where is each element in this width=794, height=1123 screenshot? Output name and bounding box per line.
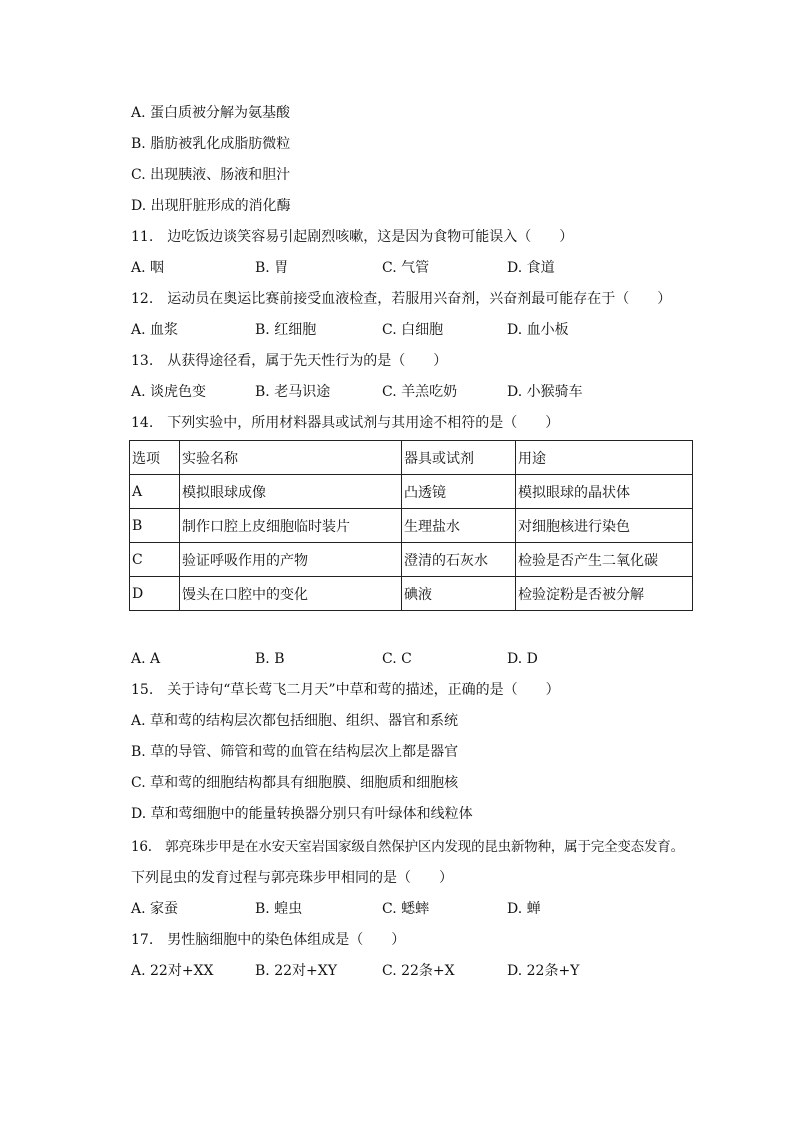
q11-option-d: D. 食道 <box>507 260 555 276</box>
q16-stem-line2: 下列昆虫的发育过程与郭亮珠步甲相同的是（ ） <box>131 870 453 886</box>
q12-stem: 12. 运动员在奥运比赛前接受血液检查，若服用兴奋剂，兴奋剂最可能存在于（ ） <box>131 291 672 307</box>
header-option: 选项 <box>130 441 180 475</box>
table-cell: 制作口腔上皮细胞临时装片 <box>180 509 402 543</box>
q14-table <box>129 440 693 611</box>
q13-option-a: A. 谈虎色变 <box>131 384 207 400</box>
q10-option-a: A. 蛋白质被分解为氨基酸 <box>131 105 291 121</box>
table-cell: 馒头在口腔中的变化 <box>180 577 402 611</box>
table-cell: 凸透镜 <box>402 475 516 509</box>
q15-option-d: D. 草和莺细胞中的能量转换器分别只有叶绿体和线粒体 <box>131 806 473 822</box>
table-cell: D <box>130 577 180 611</box>
q17-option-a: A. 22对+XX <box>131 963 214 979</box>
table-cell: 澄清的石灰水 <box>402 543 516 577</box>
q14-option-c: C. C <box>382 651 412 667</box>
q12-option-d: D. 血小板 <box>507 322 569 338</box>
table-cell: 碘液 <box>402 577 516 611</box>
q14-stem: 14. 下列实验中，所用材料器具或试剂与其用途不相符的是（ ） <box>131 415 560 431</box>
q12-option-b: B. 红细胞 <box>255 322 317 338</box>
q16-option-a: A. 家蚕 <box>131 901 179 917</box>
table-cell: 模拟眼球的晶状体 <box>516 475 693 509</box>
q10-option-b: B. 脂肪被乳化成脂肪微粒 <box>131 136 291 152</box>
table-cell: 生理盐水 <box>402 509 516 543</box>
table-cell: 检验是否产生二氧化碳 <box>516 543 693 577</box>
q15-option-a: A. 草和莺的结构层次都包括细胞、组织、器官和系统 <box>131 713 459 729</box>
q14-option-d: D. D <box>507 651 538 667</box>
table-cell: C <box>130 543 180 577</box>
q12-option-a: A. 血浆 <box>131 322 179 338</box>
table-cell: B <box>130 509 180 543</box>
table-row <box>130 577 693 611</box>
q13-stem: 13. 从获得途径看，属于先天性行为的是（ ） <box>131 353 448 369</box>
q17-option-b: B. 22对+XY <box>255 963 337 979</box>
q16-option-b: B. 蝗虫 <box>255 901 303 917</box>
q14-option-a: A. A <box>131 651 161 667</box>
q11-stem: 11. 边吃饭边谈笑容易引起剧烈咳嗽，这是因为食物可能误入（ ） <box>131 229 574 245</box>
q10-option-c: C. 出现胰液、肠液和胆汁 <box>131 167 291 183</box>
table-cell: 验证呼吸作用的产物 <box>180 543 402 577</box>
q15-option-c: C. 草和莺的细胞结构都具有细胞膜、细胞质和细胞核 <box>131 775 459 791</box>
q16-option-c: C. 蟋蟀 <box>382 901 430 917</box>
table-cell: 检验淀粉是否被分解 <box>516 577 693 611</box>
table-header-row <box>130 441 693 475</box>
q10-option-d: D. 出现肝脏形成的消化酶 <box>131 198 291 214</box>
table-row <box>130 475 693 509</box>
q12-option-c: C. 白细胞 <box>382 322 444 338</box>
q11-option-b: B. 胃 <box>255 260 289 276</box>
q13-option-d: D. 小猴骑车 <box>507 384 583 400</box>
table-row <box>130 509 693 543</box>
q13-option-b: B. 老马识途 <box>255 384 331 400</box>
q11-option-a: A. 咽 <box>131 260 165 276</box>
header-purpose: 用途 <box>516 441 693 475</box>
q16-option-d: D. 蝉 <box>507 901 541 917</box>
table-cell: 对细胞核进行染色 <box>516 509 693 543</box>
q17-stem: 17. 男性脑细胞中的染色体组成是（ ） <box>131 932 406 948</box>
header-tool: 器具或试剂 <box>402 441 516 475</box>
q17-option-c: C. 22条+X <box>382 963 455 979</box>
q16-stem-line1: 16. 郭亮珠步甲是在水安天室岩国家级自然保护区内发现的昆虫新物种，属于完全变态发育。 <box>131 839 684 855</box>
q11-option-c: C. 气管 <box>382 260 430 276</box>
q15-option-b: B. 草的导管、筛管和莺的血管在结构层次上都是器官 <box>131 744 459 760</box>
table-row <box>130 543 693 577</box>
header-experiment: 实验名称 <box>180 441 402 475</box>
q17-option-d: D. 22条+Y <box>507 963 580 979</box>
q13-option-c: C. 羊羔吃奶 <box>382 384 458 400</box>
q14-option-b: B. B <box>255 651 285 667</box>
table-cell: A <box>130 475 180 509</box>
q15-stem: 15. 关于诗句“草长莺飞二月天”中草和莺的描述，正确的是（ ） <box>131 682 560 698</box>
table-cell: 模拟眼球成像 <box>180 475 402 509</box>
